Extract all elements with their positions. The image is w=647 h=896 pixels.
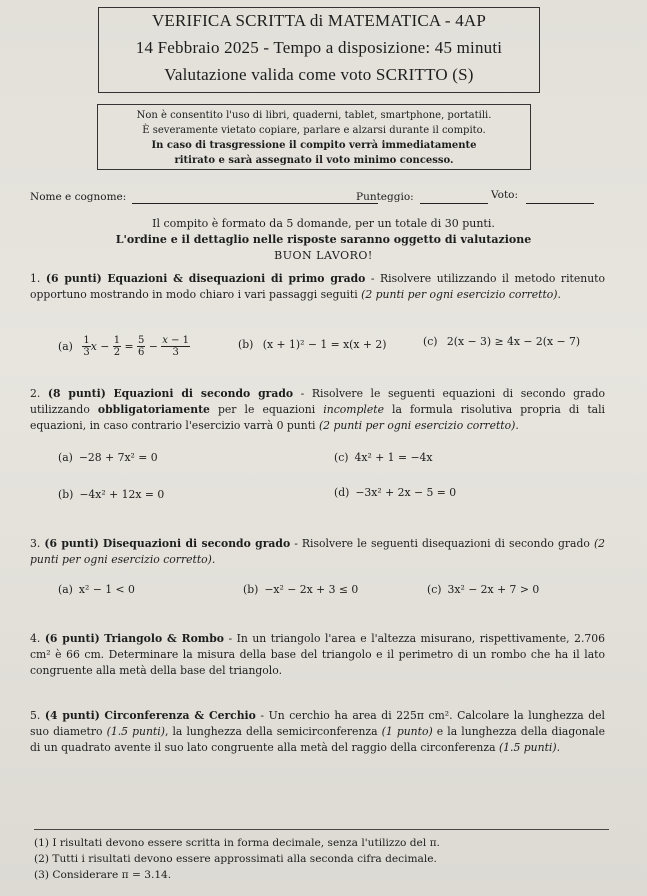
q1-text: - Risolvere utilizzando il metodo ritenuto opportuno mostrando in modo chiaro i vari passaggi seguiti [30,272,605,301]
q2c-expr: 4x² + 1 = −4x [354,451,433,464]
title-box [98,7,540,93]
q2-number: 2. [30,387,41,400]
title-line-3: Valutazione valida come voto SCRITTO (S) [164,65,474,84]
question-2 [30,386,605,434]
q3-exercise-c [427,583,539,596]
q1a-expr: $\frac{1}{3}$ x − $\frac{1}{2}$ = $\frac{5}{6}$ − $\frac{x - 1}{3}$ [83,335,190,358]
grade-label: Voto: [491,189,519,201]
q5-note-b: (1 punto) [381,725,433,738]
q2-ital-word: incomplete [323,403,384,416]
q5-text-a: - Un cerchio ha area di 225π cm². Calcolare la lunghezza del suo diametro [30,709,605,738]
student-fields [30,191,620,207]
rule-line-4: ritirato e sarà assegnato il voto minimo concesso. [174,155,454,166]
q1c-expr: 2(x − 3) ≥ 4x − 2(x − 7) [446,335,581,348]
q5-text-b: , la lunghezza della semicirconferenza [164,725,382,738]
q2-bold-word: obbligatoriamente [97,403,210,416]
q2a-label: (a) [58,451,73,464]
question-5 [30,708,605,756]
q5-number: 5. [30,709,41,722]
q3a-label: (a) [58,583,73,596]
q5-title: Circonferenza & Cerchio [104,709,256,722]
q5-end: . [556,741,561,754]
q2b-label: (b) [58,488,74,501]
q2-title: Equazioni di secondo grado [113,387,294,400]
q2-exercise-c [334,451,432,464]
q5-text-c: e la lunghezza della diagonale di un quadrato avente il suo lato congruente alla metà del raggio della circonferenza [30,725,605,754]
q2-end: . [515,419,519,432]
name-line[interactable] [132,203,378,204]
footnote-divider [34,829,609,830]
rule-line-3: In caso di trasgressione il compito verrà immediatamente [151,140,477,151]
q1-points: (6 punti) [45,272,102,285]
q3a-expr: x² − 1 < 0 [78,583,135,596]
q3b-label: (b) [243,583,259,596]
q2-note: (2 punti per ogni esercizio corretto) [318,419,516,432]
q2-text-a: - Risolvere le seguenti equazioni di secondo grado utilizzando [30,387,606,416]
name-label: Nome e cognome: [30,191,127,203]
q3-end: . [211,553,216,566]
q4-text: - In un triangolo l'area e l'altezza misurano, rispettivamente, 2.706 cm² è 66 cm. Determinare la misura della base del triangolo e il perimetro di un rombo che ha il lato congruente alla metà della base del triangolo. [30,632,606,677]
q3-exercise-a [58,583,135,596]
grade-line[interactable] [526,203,594,204]
q5-points: (4 punti) [44,709,100,722]
q2b-expr: −4x² + 12x = 0 [79,488,165,501]
q1b-expr: (x + 1)² − 1 = x(x + 2) [262,338,387,351]
q1-exercise-b [238,338,386,351]
q1-exercise-a [58,335,190,358]
q1-exercise-c [423,335,580,348]
q1-title: Equazioni & disequazioni di primo grado [107,272,366,285]
q4-number: 4. [30,632,41,645]
q5-note-c: (1.5 punti) [498,741,557,754]
q1-note: (2 punti per ogni esercizio corretto) [361,288,558,301]
q2a-expr: −28 + 7x² = 0 [78,451,158,464]
q2-text-b: per le equazioni [209,403,324,416]
rule-line-2: È severamente vietato copiare, parlare e alzarsi durante il compito. [142,125,486,136]
title-line-1: VERIFICA SCRITTA di MATEMATICA - 4AP [151,11,487,30]
question-3 [30,536,605,568]
q1a-label: (a) [58,339,73,353]
q3-number: 3. [30,537,41,550]
q3-points: (6 punti) [44,537,99,550]
q2-exercise-d [334,486,456,499]
rule-line-1: Non è consentito l'uso di libri, quaderni, tablet, smartphone, portatili. [136,110,492,121]
q1b-label: (b) [238,338,254,351]
q1-end: . [557,288,561,301]
q2-text-c: la formula risolutiva propria di tali equazioni, in caso contrario l'esercizio varrà 0 punti [30,403,605,432]
question-4 [30,631,605,679]
question-1 [30,271,605,303]
footnote-2: (2) Tutti i risultati devono essere approssimati alla seconda cifra decimale. [34,853,437,865]
footnote-3: (3) Considerare π = 3.14. [34,869,172,881]
footnote-1: (1) I risultati devono essere scritta in forma decimale, senza l'utilizzo del π. [34,837,440,849]
score-line[interactable] [420,203,488,204]
score-label: Punteggio: [356,191,414,203]
q2d-expr: −3x² + 2x − 5 = 0 [355,486,457,499]
q1c-label: (c) [423,335,438,348]
q4-points: (6 punti) [44,632,100,645]
q4-title: Triangolo & Rombo [104,632,224,645]
title-line-2: 14 Febbraio 2025 - Tempo a disposizione: 45 minuti [135,38,503,57]
intro-line-2: L'ordine e il dettaglio nelle risposte saranno oggetto di valutazione [115,233,532,246]
q2d-label: (d) [334,486,350,499]
q3c-label: (c) [427,583,442,596]
q3c-expr: 3x² − 2x + 7 > 0 [447,583,540,596]
q2-points: (8 punti) [47,387,106,400]
q3b-expr: −x² − 2x + 3 ≤ 0 [264,583,359,596]
q2c-label: (c) [334,451,349,464]
q1-number: 1. [30,272,41,285]
q2-exercise-b [58,488,164,501]
q3-exercise-b [243,583,358,596]
intro-line-1: Il compito è formato da 5 domande, per un totale di 30 punti. [152,217,495,230]
q5-note-a: (1.5 punti) [106,725,165,738]
q3-title: Disequazioni di secondo grado [102,537,291,550]
q3-note: (2 punti per ogni esercizio corretto) [30,537,606,566]
good-luck: BUON LAVORO! [274,249,373,262]
rules-box [97,104,531,170]
q2-exercise-a [58,451,158,464]
q3-text: - Risolvere le seguenti disequazioni di secondo grado [290,537,594,550]
